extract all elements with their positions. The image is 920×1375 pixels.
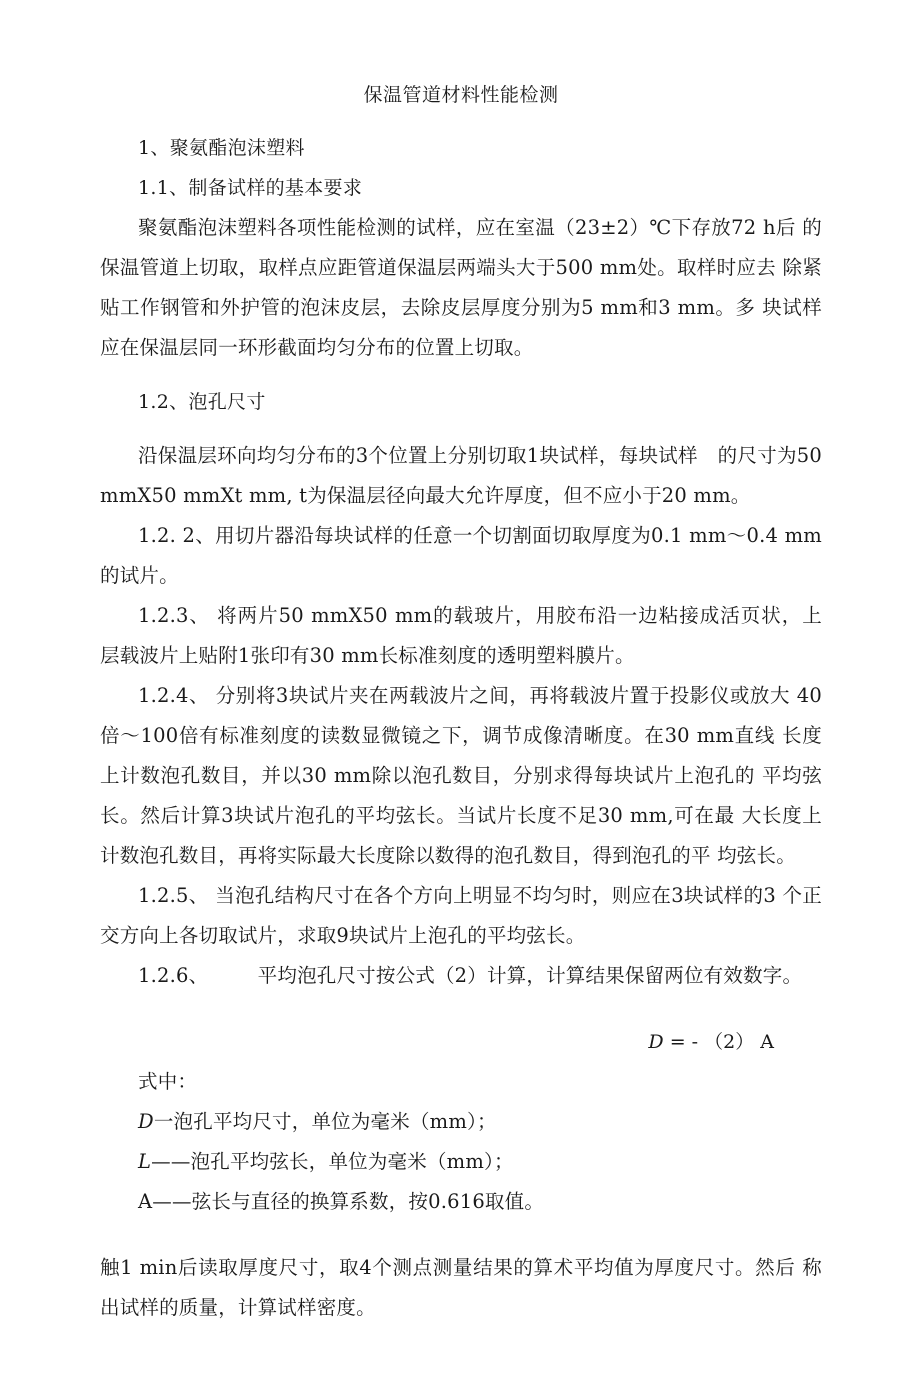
paragraph-1-2-2: 1.2. 2、用切片器沿每块试样的任意一个切割面切取厚度为0.1 mm〜0.4 mm 的试片。 (100, 524, 822, 587)
paragraph-1-2-6: 1.2.6、 平均泡孔尺寸按公式（2）计算，计算结果保留两位有效数字。 (138, 964, 803, 987)
definition-label: 式中： (138, 1070, 198, 1093)
formula-symbol-d: D (648, 1031, 664, 1053)
closing-paragraph-block (100, 1248, 822, 1328)
definition-a (100, 1182, 822, 1222)
paragraph-1-2-4: 1.2.4、 分别将3块试片夹在两载波片之间，再将载波片置于投影仪或放大 40倍〜100倍有标准刻度的读数显微镜之下，调节成像清晰度。在30 mm直线 长度上计数泡孔数目，并以30 mm除以泡孔数目，分别求得每块试片上泡孔的 平均弦长。然后计算3块试片泡孔的平均弦长。当试片长度不足30 mm,可在最 大长度上计数泡孔数目，再将实际最大长度除以数得的泡孔数目，得到泡孔的平 均弦长。 (100, 684, 822, 867)
formula-factor-a: A (760, 1031, 774, 1053)
heading-1-2: 1.2、泡孔尺寸 (138, 391, 266, 413)
spacer (100, 1222, 822, 1248)
heading-1: 1、聚氨酯泡沫塑料 (138, 137, 305, 159)
formula-number: （2） (704, 1031, 755, 1053)
formula-dash: - (691, 1031, 699, 1053)
definition-l (100, 1142, 822, 1182)
spacer (100, 996, 822, 1022)
paragraph-1-2-5: 1.2.5、 当泡孔结构尺寸在各个方向上明显不均匀时，则应在3块试样的3 个正交方向上各切取试片，求取9块试片上泡孔的平均弦长。 (100, 884, 822, 947)
definition-text-l: ——泡孔平均弦长，单位为毫米（mm）； (151, 1150, 514, 1173)
paragraph-1-2-3: 1.2.3、 将两片50 mmX50 mm的载玻片，用胶布沿一边粘接成活页状，上 层载波片上贴附1张印有30 mm长标准刻度的透明塑料膜片。 (100, 604, 822, 667)
formula-average-cell-size (100, 1022, 822, 1062)
paragraph-1-1-body: 聚氨酯泡沫塑料各项性能检测的试样，应在室温（23±2）℃下存放72 h后 的保温管道上切取，取样点应距管道保温层两端头大于500 mm处。取样时应去 除紧贴工作钢管和外护管的泡沫皮层，去除皮层厚度分别为5 mm和3 mm。多 块试样应在保温层同一环形截面均匀分布的位置上切取。 (100, 216, 822, 359)
definition-d (100, 1102, 822, 1142)
definition-text-a: ——弦长与直径的换算系数，按0.616取值。 (152, 1190, 545, 1213)
heading-1-1: 1.1、制备试样的基本要求 (138, 177, 363, 199)
definition-text-d: 一泡孔平均尺寸，单位为毫米（mm）； (153, 1110, 497, 1133)
definition-list (100, 1062, 822, 1222)
page-title: 保温管道材料性能检测 (363, 84, 559, 106)
definition-symbol-a: A (138, 1190, 153, 1213)
spacer (100, 368, 822, 382)
definition-symbol-l: L (138, 1150, 152, 1173)
document-body (100, 78, 822, 1328)
definition-symbol-d: D (138, 1110, 154, 1133)
formula-equals: = (669, 1031, 686, 1053)
paragraph-1-2-body: 沿保温层环向均匀分布的3个位置上分别切取1块试样，每块试样 的尺寸为50 mmX50 mmXt mm, t为保温层径向最大允许厚度，但不应小于20 mm。 (100, 444, 822, 507)
spacer (100, 422, 822, 436)
closing-paragraph: 触1 min后读取厚度尺寸，取4个测点测量结果的算术平均值为厚度尺寸。然后 称出试样的质量，计算试样密度。 (100, 1256, 822, 1319)
